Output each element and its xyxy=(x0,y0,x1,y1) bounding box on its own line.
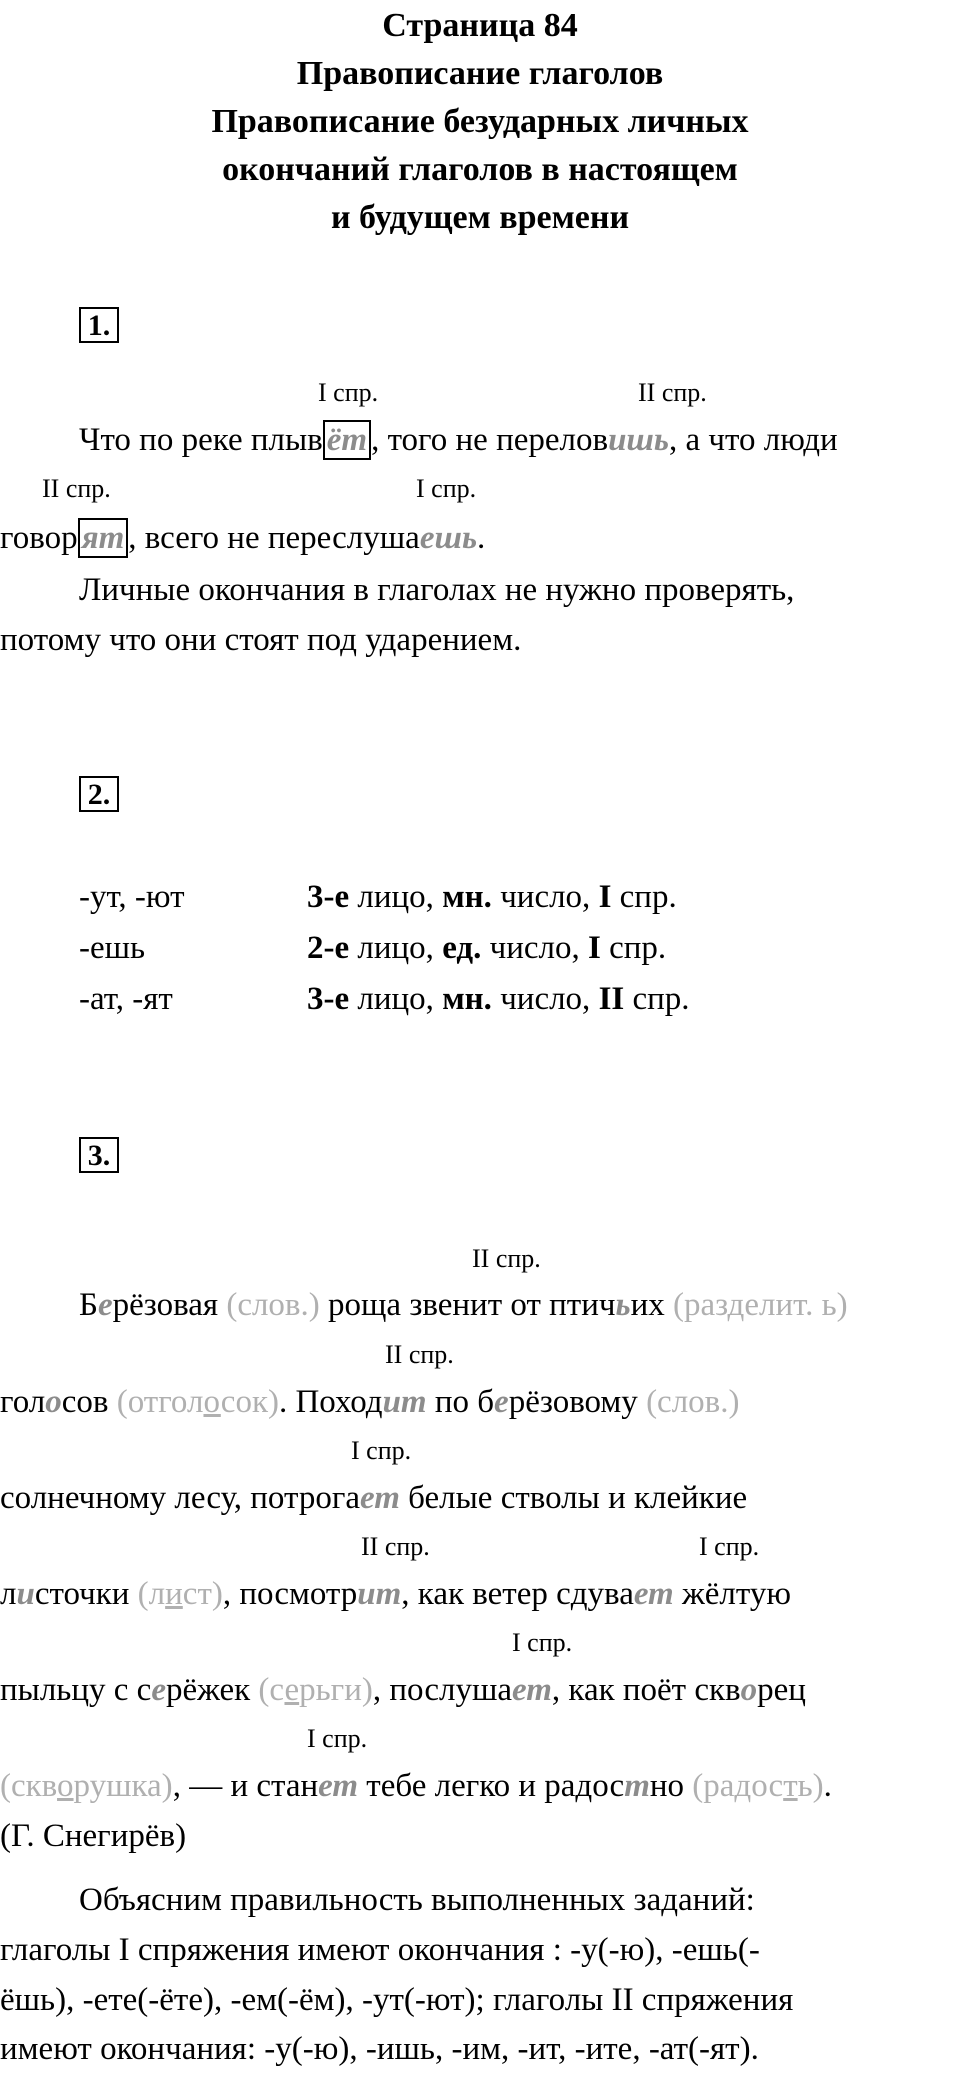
description-cell: 3-е лицо, мн. число, I спр. xyxy=(307,879,677,915)
verb-ending: ит xyxy=(357,1576,402,1612)
task3-text-line: листочки (лист), посмотрит, как ветер сдувает жёлтую xyxy=(0,1576,792,1612)
topic-title: Правописание глаголов xyxy=(296,55,664,92)
conjugation-label: I спр. xyxy=(699,1532,760,1561)
task-number-2: 2. xyxy=(79,776,119,812)
verb-ending: ет xyxy=(360,1480,400,1516)
task1-explanation-line: Личные окончания в глаголах не нужно проверять, xyxy=(79,572,795,608)
subtopic-title-line: и будущем времени xyxy=(330,199,630,236)
task1-sentence-line: говор ят , всего не переслушаешь. xyxy=(0,520,486,556)
check-note: (отголосок) xyxy=(116,1384,279,1420)
check-note: (скворушка) xyxy=(0,1768,173,1804)
check-note: (слов.) xyxy=(646,1384,740,1420)
description-cell: 2-е лицо, ед. число, I спр. xyxy=(307,930,667,966)
conjugation-label: I спр. xyxy=(512,1628,573,1657)
description-cell: 3-е лицо, мн. число, II спр. xyxy=(307,981,690,1017)
conjugation-label: II спр. xyxy=(42,474,111,503)
verb-ending: ет xyxy=(633,1576,674,1612)
page-header xyxy=(0,2,960,242)
conjugation-label: I спр. xyxy=(318,378,379,407)
explanation-line: имеют окончания: -у(-ю), -ишь, -им, -ит, -ите, -ат(-ят). xyxy=(0,2031,759,2067)
verb-ending-boxed: ёт xyxy=(323,420,371,460)
task3-text-line: Берёзовая (слов.) роща звенит от птичьих (разделит. ь) xyxy=(79,1287,848,1323)
conjugation-label: I спр. xyxy=(351,1436,412,1465)
conjugation-label: II спр. xyxy=(385,1340,454,1369)
ending-cell: -ут, -ют xyxy=(79,879,185,915)
conjugation-label: II спр. xyxy=(472,1244,541,1273)
ending-cell: -ешь xyxy=(79,930,146,966)
task-number-3: 3. xyxy=(79,1137,119,1173)
check-note: (радость) xyxy=(692,1768,824,1804)
page-number-title: Страница 84 xyxy=(382,7,578,44)
explanation-line: Объясним правильность выполненных заданий: xyxy=(79,1882,755,1918)
task1-sentence-line: Что по реке плыв ёт , того не переловишь, а что люди xyxy=(79,422,838,458)
explanation-line: ёшь), -ете(-ёте), -ем(-ём), -ут(-ют); глаголы II спряжения xyxy=(0,1982,794,2018)
verb-ending: ешь xyxy=(419,520,478,556)
conjugation-label: I спр. xyxy=(416,474,477,503)
check-note: (лист) xyxy=(137,1576,223,1612)
author-attribution: (Г. Снегирёв) xyxy=(0,1818,187,1854)
conjugation-label: I спр. xyxy=(307,1724,368,1753)
check-note: (разделит. ь) xyxy=(672,1287,848,1323)
task3-text-line: солнечному лесу, потрогает белые стволы и клейкие xyxy=(0,1480,748,1516)
subtopic-title-line: окончаний глаголов в настоящем xyxy=(222,151,738,188)
subtopic-title-line: Правописание безударных личных xyxy=(211,103,749,140)
task3-text-line: (скворушка), — и станет тебе легко и радостно (радость). xyxy=(0,1768,832,1804)
verb-ending: ет xyxy=(512,1672,552,1708)
check-note: (слов.) xyxy=(226,1287,320,1323)
task-number-1: 1. xyxy=(79,307,119,343)
task3-text-line: пыльцу с серёжек (серьги), послушает, как поёт скворец xyxy=(0,1672,806,1708)
conjugation-label: II спр. xyxy=(361,1532,430,1561)
verb-ending: ишь xyxy=(608,422,670,458)
verb-ending: ет xyxy=(318,1768,359,1804)
task3-text-line: голосов (отголосок). Походит по берёзовому (слов.) xyxy=(0,1384,740,1420)
check-note: (серьги) xyxy=(258,1672,373,1708)
conjugation-label: II спр. xyxy=(638,378,707,407)
task1-explanation-line: потому что они стоят под ударением. xyxy=(0,622,522,658)
verb-ending-boxed: ят xyxy=(78,518,129,558)
explanation-line: глаголы I спряжения имеют окончания : -у(-ю), -ешь(- xyxy=(0,1932,760,1968)
verb-ending: ит xyxy=(382,1384,427,1420)
ending-cell: -ат, -ят xyxy=(79,981,173,1017)
